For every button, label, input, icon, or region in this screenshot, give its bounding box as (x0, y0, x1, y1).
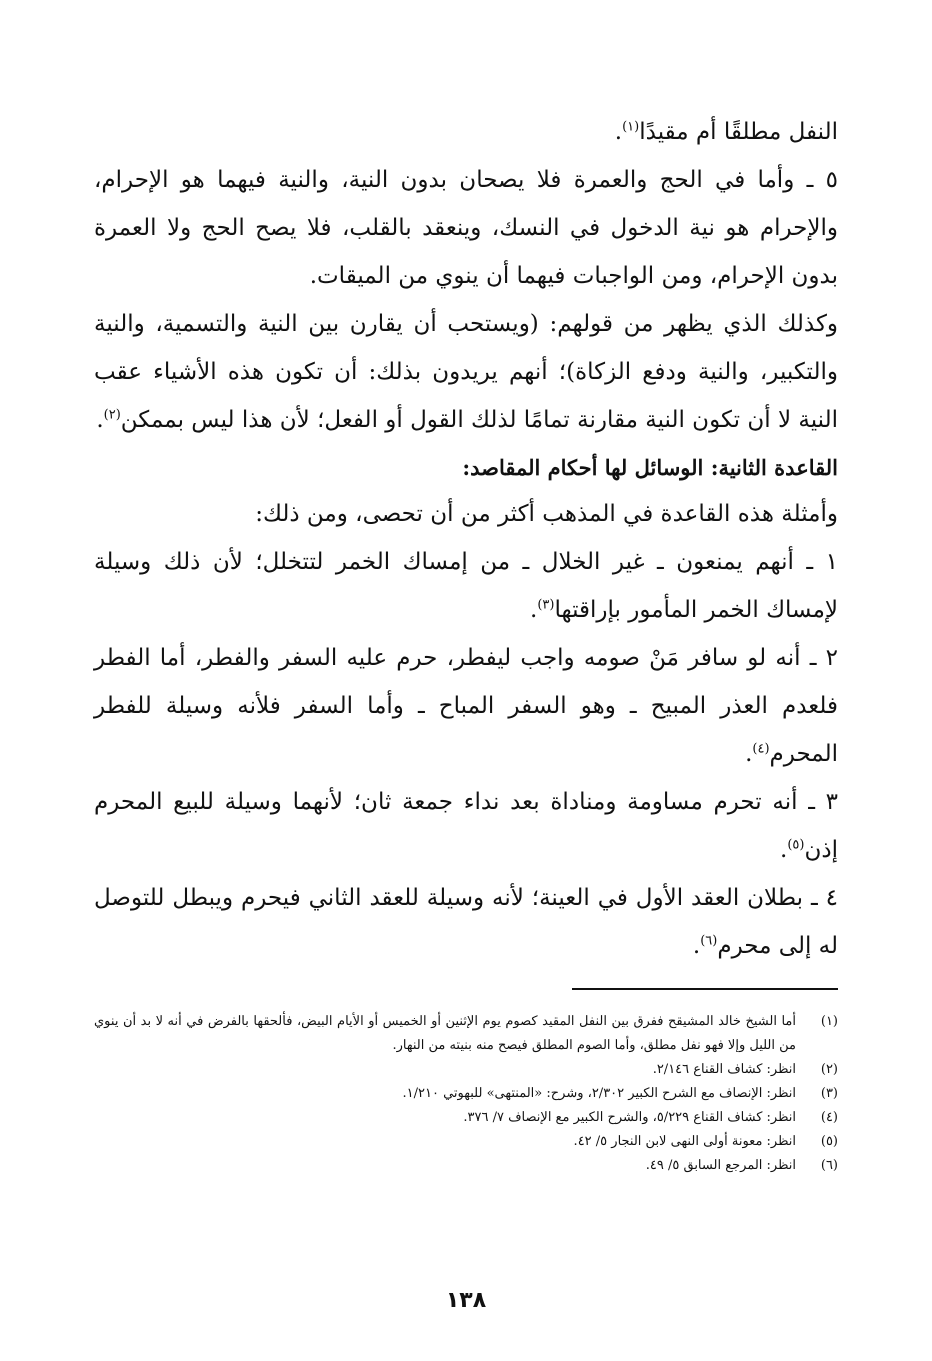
footnote-number: (٣) (820, 1086, 838, 1101)
paragraph-tail: . (614, 119, 623, 145)
section-heading (94, 446, 838, 490)
paragraph (94, 156, 838, 300)
footnote-ref[interactable]: (٣) (537, 597, 555, 613)
paragraph-text: ١ ـ أنهم يمنعون ـ غير الخلال ـ من إمساك الخمر لتتخلل؛ لأن ذلك وسيلة لإمساك الخمر المأمور بإراقتها (94, 549, 838, 623)
main-text (94, 108, 838, 970)
paragraph-text: ٢ ـ أنه لو سافر مَنْ صومه واجب ليفطر، حرم عليه السفر والفطر، أما الفطر فلعدم العذر المبيح ـ وهو السفر المباح ـ وأما السفر فلأنه وسيلة للفطر المحرم (94, 645, 838, 767)
paragraph-tail: . (780, 837, 788, 863)
footnotes (94, 1010, 838, 1178)
footnote-text: أما الشيخ خالد المشيقح ففرق بين النفل المقيد كصوم يوم الإثنين أو الخميس أو الأيام البيض، فألحقها بالفرض في أنه لا بد أن ينوي من الليل وإلا فهو نفل مطلق، وأما الصوم المطلق فيصح منه بنيته من النهار. (94, 1014, 796, 1053)
footnote (94, 1106, 838, 1130)
page-number: ١٣٨ (445, 1288, 487, 1313)
footnote-number: (٦) (820, 1158, 838, 1173)
footnote-text: انظر: معونة أولى النهى لابن النجار ٥/ ٤٢. (573, 1134, 796, 1149)
paragraph (94, 300, 838, 444)
footnote-ref[interactable]: (٦) (700, 933, 718, 949)
footnote-number: (٢) (820, 1062, 838, 1077)
footnote-ref[interactable]: (١) (622, 119, 640, 135)
footnote-ref[interactable]: (٢) (103, 407, 121, 423)
footnote-text: انظر: كشاف القناع ٢/١٤٦. (652, 1062, 796, 1077)
paragraph (94, 778, 838, 874)
paragraph-tail: . (530, 597, 538, 623)
footnote-ref[interactable]: (٥) (787, 837, 805, 853)
footnote (94, 1130, 838, 1154)
paragraph (94, 538, 838, 634)
paragraph-tail: . (692, 933, 701, 959)
footnote-text: انظر: كشاف القناع ٥/٢٢٩، والشرح الكبير مع الإنصاف ٧/ ٣٧٦. (463, 1110, 796, 1125)
paragraph-text: ٤ ـ بطلان العقد الأول في العينة؛ لأنه وسيلة للعقد الثاني فيحرم ويبطل للتوصل له إلى محرم (94, 885, 838, 959)
footnote (94, 1058, 838, 1082)
footnote-divider (572, 988, 838, 990)
footnote-text: انظر: الإنصاف مع الشرح الكبير ٢/٣٠٢، وشرح: «المنتهى» للبهوتي ١/٢١٠. (402, 1086, 796, 1101)
footnote (94, 1154, 838, 1178)
heading-text: القاعدة الثانية: الوسائل لها أحكام المقاصد: (462, 455, 838, 480)
paragraph-text: وأمثلة هذه القاعدة في المذهب أكثر من أن تحصى، ومن ذلك: (255, 501, 838, 527)
paragraph (94, 108, 838, 156)
footnote (94, 1082, 838, 1106)
paragraph-tail: . (745, 741, 753, 767)
paragraph (94, 874, 838, 970)
footnote (94, 1010, 838, 1058)
paragraph-text: ٣ ـ أنه تحرم مساومة ومناداة بعد نداء جمعة ثان؛ لأنهما وسيلة للبيع المحرم إذن (94, 789, 838, 863)
paragraph-text: ٥ ـ وأما في الحج والعمرة فلا يصحان بدون النية، والنية فيهما هو الإحرام، والإحرام هو نية الدخول في النسك، وينعقد بالقلب، فلا يصح الحج ولا العمرة بدون الإحرام، ومن الواجبات فيهما أن ينوي من الميقات. (94, 167, 838, 289)
footnote-text: انظر: المرجع السابق ٥/ ٤٩. (645, 1158, 796, 1173)
paragraph-tail: . (96, 407, 104, 433)
footnote-ref[interactable]: (٤) (752, 741, 770, 757)
footnote-number: (٤) (820, 1110, 838, 1125)
paragraph-text: وكذلك الذي يظهر من قولهم: (ويستحب أن يقارن بين النية والتسمية، والنية والتكبير، والنية ودفع الزكاة)؛ أنهم يريدون بذلك: أن تكون هذه الأشياء عقب النية لا أن تكون النية مقارنة تمامًا لذلك القول أو الفعل؛ لأن هذا ليس بممكن (94, 311, 838, 433)
footnote-number: (١) (820, 1014, 838, 1029)
paragraph-text: النفل مطلقًا أم مقيدًا (639, 119, 838, 145)
paragraph (94, 490, 838, 538)
paragraph (94, 634, 838, 778)
footnote-number: (٥) (820, 1134, 838, 1149)
